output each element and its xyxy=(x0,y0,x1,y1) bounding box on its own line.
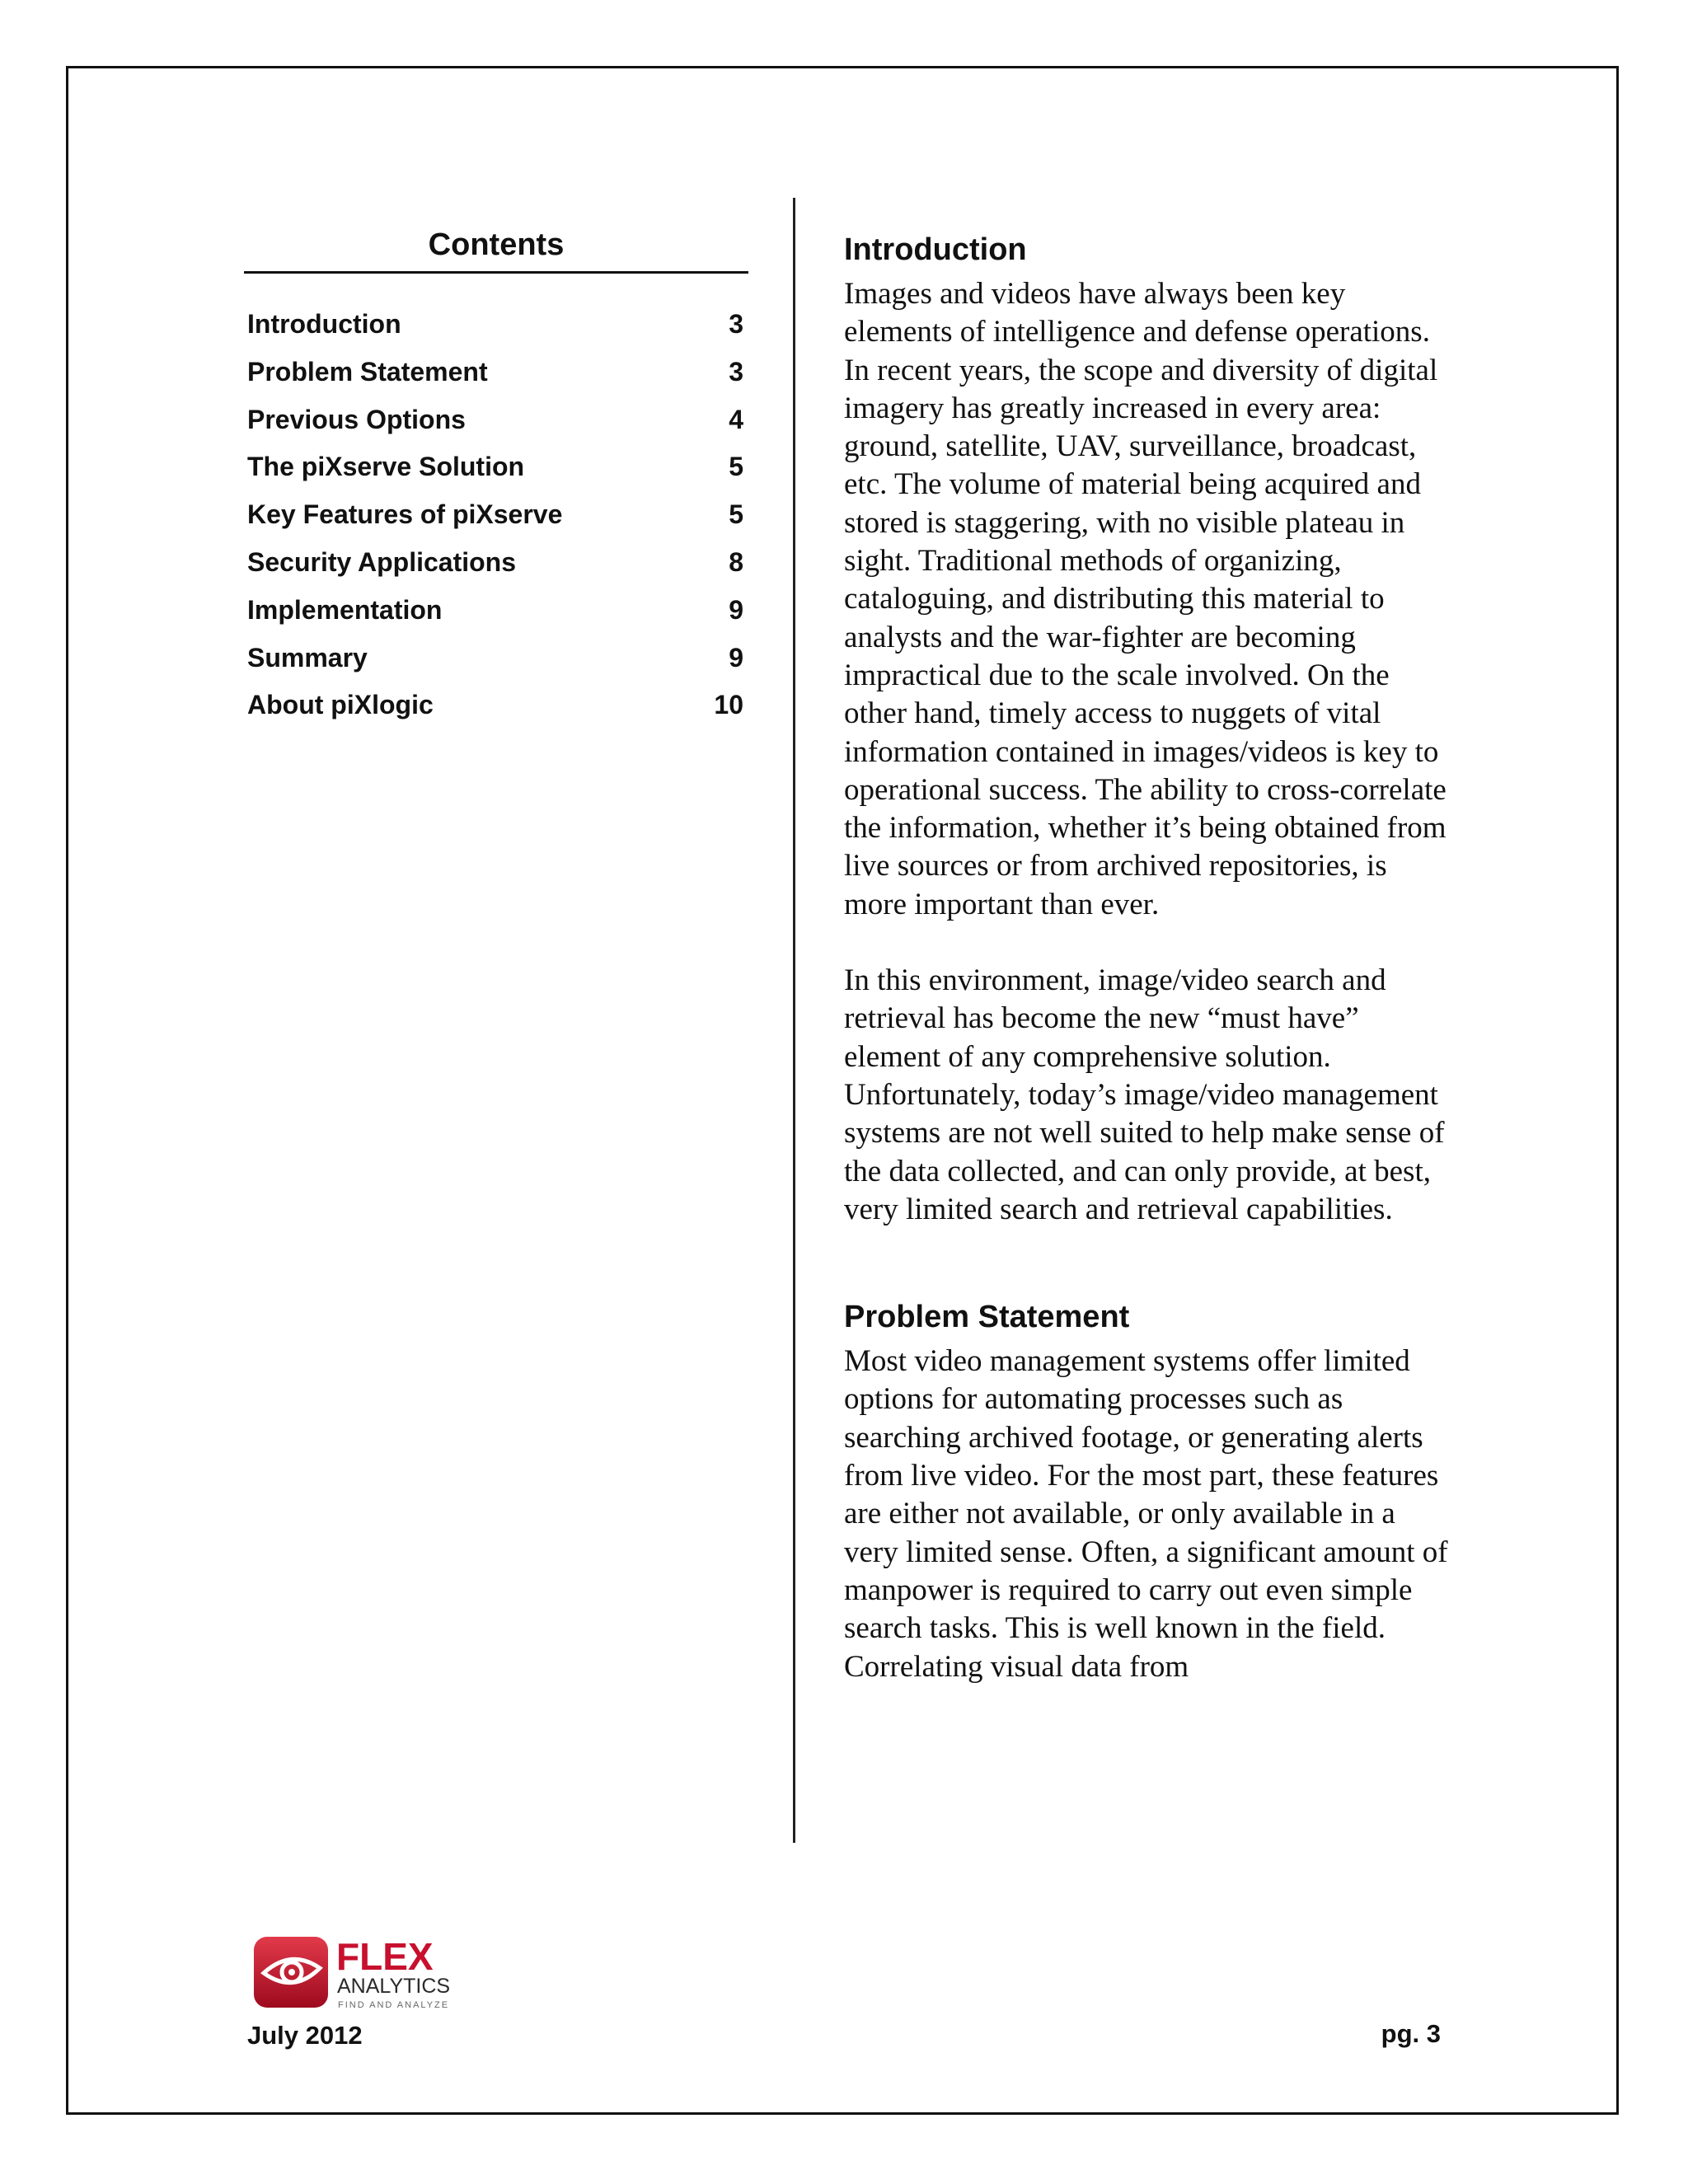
introduction-section xyxy=(844,231,1454,1229)
toc-item-label: Introduction xyxy=(247,309,401,339)
toc-item-page: 8 xyxy=(729,546,743,577)
toc-item-page: 9 xyxy=(729,642,743,673)
toc-item-key-features[interactable] xyxy=(247,499,743,546)
logo-sub-text: ANALYTICS xyxy=(337,1975,451,1998)
toc-item-label: Previous Options xyxy=(247,404,466,434)
toc-item-about-pixlogic[interactable] xyxy=(247,689,743,737)
problem-statement-paragraph: Most video management systems offer limited options for automating processes such as searching archived footage, or generating alerts from live video. For the most part, these features are either not available, or only available in a very limited sense. Often, a significant amount of manpower is required to carry out even simple search tasks. This is well known in the field. Correlating visual data from xyxy=(844,1344,1448,1684)
flex-analytics-logo-graphic xyxy=(252,1933,499,2013)
toc-list xyxy=(244,308,748,737)
toc-item-page: 10 xyxy=(714,690,743,720)
toc-item-label: The piXserve Solution xyxy=(247,452,525,482)
toc-item-summary[interactable] xyxy=(247,642,743,690)
toc-item-label: Security Applications xyxy=(247,546,516,577)
logo-brand-text: FLEX xyxy=(336,1935,434,1978)
toc-item-page: 5 xyxy=(729,452,743,482)
toc-item-label: Problem Statement xyxy=(247,356,488,387)
toc-item-page: 3 xyxy=(729,356,743,387)
introduction-heading: Introduction xyxy=(844,232,1027,267)
main-column xyxy=(844,231,1454,1686)
toc-item-introduction[interactable] xyxy=(247,308,743,356)
toc-item-label: Summary xyxy=(247,642,368,673)
flex-analytics-logo xyxy=(252,1933,499,2013)
toc-item-page: 3 xyxy=(729,309,743,339)
toc-item-page: 4 xyxy=(729,404,743,434)
toc-item-previous-options[interactable] xyxy=(247,404,743,452)
toc-title: Contents xyxy=(244,227,748,274)
toc-item-page: 9 xyxy=(729,594,743,625)
toc-item-label: Implementation xyxy=(247,594,443,625)
toc-item-pixserve-solution[interactable] xyxy=(247,451,743,499)
introduction-paragraph: Images and videos have always been key elements of intelligence and defense operations. In recent years, the scope and diversity of digital imagery has greatly increased in every area: ground, satellite, UAV, surveillance, broadcast, etc. The volume of material being acquired and stored is staggering, with no visible plateau in sight. Traditional methods of organizing, cataloguing, and distributing this material to analysts and the war-fighter are becoming impractical due to the scale involved. On the other hand, timely access to nuggets of vital information contained in images/videos is key to operational success. The ability to cross-correlate the information, whether it’s being obtained from live sources or from archived repositories, is more important than ever. xyxy=(844,277,1447,921)
problem-statement-heading: Problem Statement xyxy=(844,1300,1130,1335)
problem-statement-section xyxy=(844,1298,1454,1686)
toc-item-label: Key Features of piXserve xyxy=(247,499,563,530)
toc-item-security-applications[interactable] xyxy=(247,546,743,594)
toc-item-implementation[interactable] xyxy=(247,594,743,642)
logo-tagline-text: FIND AND ANALYZE xyxy=(338,2000,450,2010)
footer-page-number: pg. 3 xyxy=(1381,2019,1441,2048)
toc-item-problem-statement[interactable] xyxy=(247,356,743,404)
toc-item-label: About piXlogic xyxy=(247,690,434,720)
introduction-paragraph: In this environment, image/video search and retrieval has become the new “must have” element of any comprehensive solution. Unfortunately, today’s image/video management systems are not well suited to help make sense of the data collected, and can only provide, at best, very limited search and retrieval capabilities. xyxy=(844,963,1445,1226)
table-of-contents xyxy=(244,227,748,737)
toc-item-page: 5 xyxy=(729,499,743,530)
footer-date: July 2012 xyxy=(247,2021,363,2050)
column-divider xyxy=(793,198,795,1843)
